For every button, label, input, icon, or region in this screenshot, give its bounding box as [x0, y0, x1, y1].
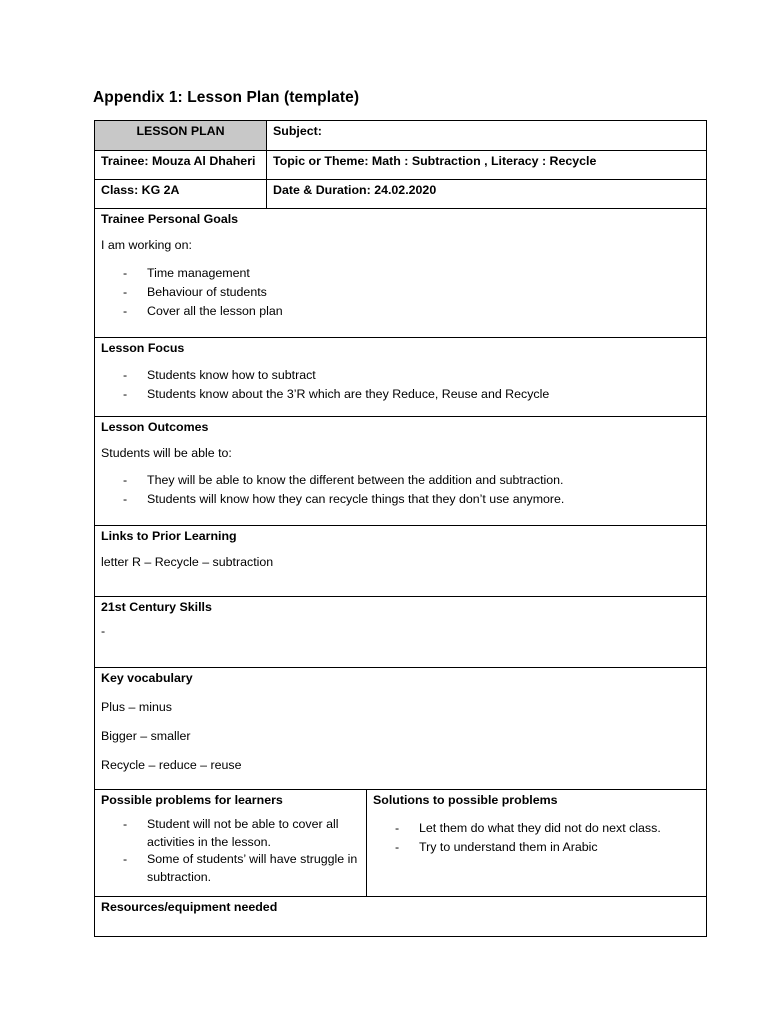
- goals-section: [95, 208, 706, 337]
- header-row-1: [95, 121, 706, 150]
- list-item: - Some of students’ will have struggle in subtraction.: [101, 851, 360, 886]
- list-item: - Behaviour of students: [101, 283, 700, 302]
- list-item: - Students will know how they can recycle things that they don’t use anymore.: [101, 490, 700, 509]
- prior-learning-text: letter R – Recycle – subtraction: [101, 555, 274, 569]
- class-field: Class: KG 2A: [95, 180, 267, 208]
- date-duration-field: Date & Duration: 24.02.2020: [273, 183, 437, 197]
- outcomes-heading: Lesson Outcomes: [101, 420, 209, 434]
- vocabulary-item: Recycle – reduce – reuse: [101, 758, 242, 772]
- list-item: - Students know how to subtract: [101, 366, 700, 385]
- problems-heading: Possible problems for learners: [101, 793, 283, 807]
- focus-heading: Lesson Focus: [101, 341, 185, 355]
- goals-list: [101, 264, 700, 321]
- goals-intro: I am working on:: [101, 238, 192, 252]
- solutions-list: [373, 819, 700, 857]
- header-row-3: [95, 179, 706, 208]
- vocabulary-item: Plus – minus: [101, 700, 172, 714]
- trainee-field: Trainee: Mouza Al Dhaheri: [95, 151, 267, 179]
- skills-heading: 21st Century Skills: [101, 600, 212, 614]
- solutions-cell: [367, 790, 706, 896]
- skills-section: [95, 596, 706, 667]
- prior-learning-section: [95, 525, 706, 596]
- list-item: - Try to understand them in Arabic: [373, 838, 700, 857]
- lesson-plan-label: LESSON PLAN: [95, 121, 267, 150]
- list-item: - Let them do what they did not do next class.: [373, 819, 700, 838]
- vocabulary-heading: Key vocabulary: [101, 671, 193, 685]
- list-item: - Time management: [101, 264, 700, 283]
- focus-list: [101, 366, 700, 404]
- goals-heading: Trainee Personal Goals: [101, 212, 239, 226]
- outcomes-list: [101, 471, 700, 509]
- vocabulary-section: [95, 667, 706, 789]
- list-item: - Students know about the 3’R which are they Reduce, Reuse and Recycle: [101, 385, 700, 404]
- problems-cell: [95, 790, 367, 896]
- outcomes-section: [95, 416, 706, 525]
- list-item: - They will be able to know the different between the addition and subtraction.: [101, 471, 700, 490]
- list-item: - Student will not be able to cover all activities in the lesson.: [101, 816, 360, 851]
- prior-learning-heading: Links to Prior Learning: [101, 529, 237, 543]
- lesson-plan-table: [94, 120, 707, 937]
- list-item: - Cover all the lesson plan: [101, 302, 700, 321]
- solutions-heading: Solutions to possible problems: [373, 793, 558, 807]
- problems-solutions-row: [95, 789, 706, 896]
- skills-text: -: [101, 624, 106, 638]
- resources-heading: Resources/equipment needed: [101, 900, 278, 914]
- outcomes-intro: Students will be able to:: [101, 446, 232, 460]
- page-title: Appendix 1: Lesson Plan (template): [93, 89, 360, 106]
- subject-field: Subject:: [273, 124, 322, 138]
- resources-section: [95, 896, 706, 936]
- vocabulary-item: Bigger – smaller: [101, 729, 191, 743]
- header-row-2: [95, 150, 706, 179]
- topic-field: Topic or Theme: Math : Subtraction , Literacy : Recycle: [273, 154, 597, 168]
- focus-section: [95, 337, 706, 416]
- problems-list: [101, 816, 360, 886]
